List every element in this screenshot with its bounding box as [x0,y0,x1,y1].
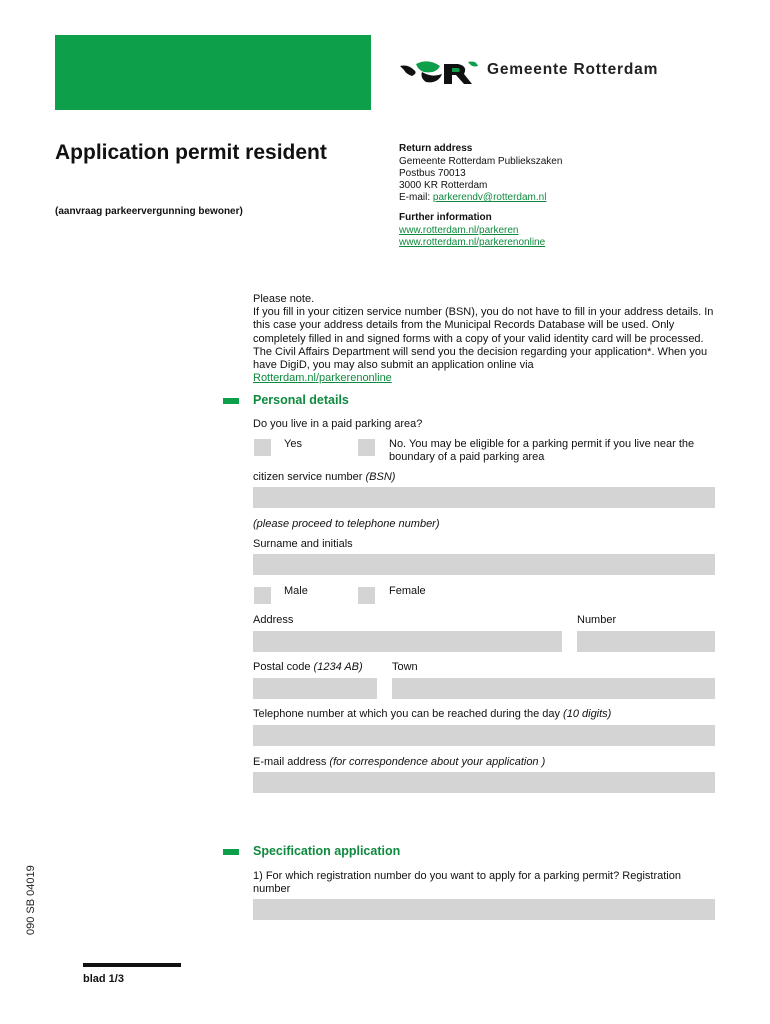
checkbox-yes[interactable] [254,439,271,456]
address-label: Address [253,614,294,626]
form-code: 090 SB 04019 [25,865,37,935]
paid-area-question: Do you live in a paid parking area? [253,418,423,430]
postal-code-label-text: Postal code [253,661,314,673]
checkbox-no-label: No. You may be eligible for a parking permit if you live near the boundary of a paid parking area [389,438,695,463]
phone-label [253,708,611,720]
return-address-line: Gemeente Rotterdam Publiekszaken [399,156,563,167]
return-address-email-row [399,192,562,204]
link-parkerenonline[interactable]: www.rotterdam.nl/parkerenonline [399,237,546,248]
town-input[interactable] [392,678,715,699]
proceed-note-text: (please proceed to telephone number) [253,518,440,530]
checkbox-female[interactable] [358,587,375,604]
bsn-label [253,471,395,483]
brand-color-block [55,35,371,110]
section-title-personal: Personal details [253,393,349,407]
surname-label: Surname and initials [253,538,353,550]
further-info-heading: Further information [399,212,492,223]
rotterdam-logo-icon [398,58,480,88]
phone-label-text: Telephone number at which you can be reached during the day [253,708,564,720]
note-body: If you fill in your citizen service number (BSN), you do not have to fill in your address details. In this case your address details from the Municipal Records Database will be used. Only completely filled in and signed forms with a copy of your valid identity card will be processed. The Civil Affairs Department will send you the decision regarding your application*. When you have DigiD, you may also submit an application online via [253,306,714,372]
email-input[interactable] [253,772,715,793]
proceed-note [253,518,440,530]
checkbox-yes-label: Yes [284,438,302,450]
phone-input[interactable] [253,725,715,746]
email-link[interactable]: parkerendv@rotterdam.nl [432,192,547,203]
note-link[interactable]: Rotterdam.nl/parkerenonline [253,372,392,385]
return-address-line: 3000 KR Rotterdam [399,180,488,191]
page-subtitle: (aanvraag parkeervergunning bewoner) [55,206,243,217]
note-heading: Please note. [253,293,315,305]
section-title-specification: Specification application [253,844,401,858]
checkbox-male[interactable] [254,587,271,604]
number-input[interactable] [577,631,715,652]
checkbox-male-label: Male [284,585,308,597]
bsn-label-text: citizen service number [253,471,366,483]
address-input[interactable] [253,631,562,652]
page-title: Application permit resident [55,141,327,164]
return-address-block [399,143,562,249]
registration-input[interactable] [253,899,715,920]
number-label: Number [577,614,617,626]
phone-hint: (10 digits) [563,708,612,720]
return-address-line: Postbus 70013 [399,168,466,179]
return-address-heading: Return address [399,143,473,154]
email-label [253,756,545,768]
registration-question: 1) For which registration number do you want to apply for a parking permit? Registration number [253,870,681,895]
email-label-text: E-mail address [253,756,330,768]
email-hint: (for correspondence about your application ) [329,756,546,768]
surname-input[interactable] [253,554,715,575]
section-marker [223,849,239,855]
postal-code-hint: (1234 AB) [313,661,363,673]
page-divider [83,963,181,967]
email-label: E-mail: [399,192,433,203]
bsn-hint: (BSN) [365,471,396,483]
town-label: Town [392,661,418,673]
note-block [253,293,718,385]
link-parkeren[interactable]: www.rotterdam.nl/parkeren [399,225,519,236]
postal-code-label [253,661,363,673]
checkbox-female-label: Female [389,585,426,597]
checkbox-no[interactable] [358,439,375,456]
page-number: blad 1/3 [83,973,124,985]
postal-code-input[interactable] [253,678,377,699]
bsn-input[interactable] [253,487,715,508]
brand-name: Gemeente Rotterdam [487,61,659,78]
section-marker [223,398,239,404]
